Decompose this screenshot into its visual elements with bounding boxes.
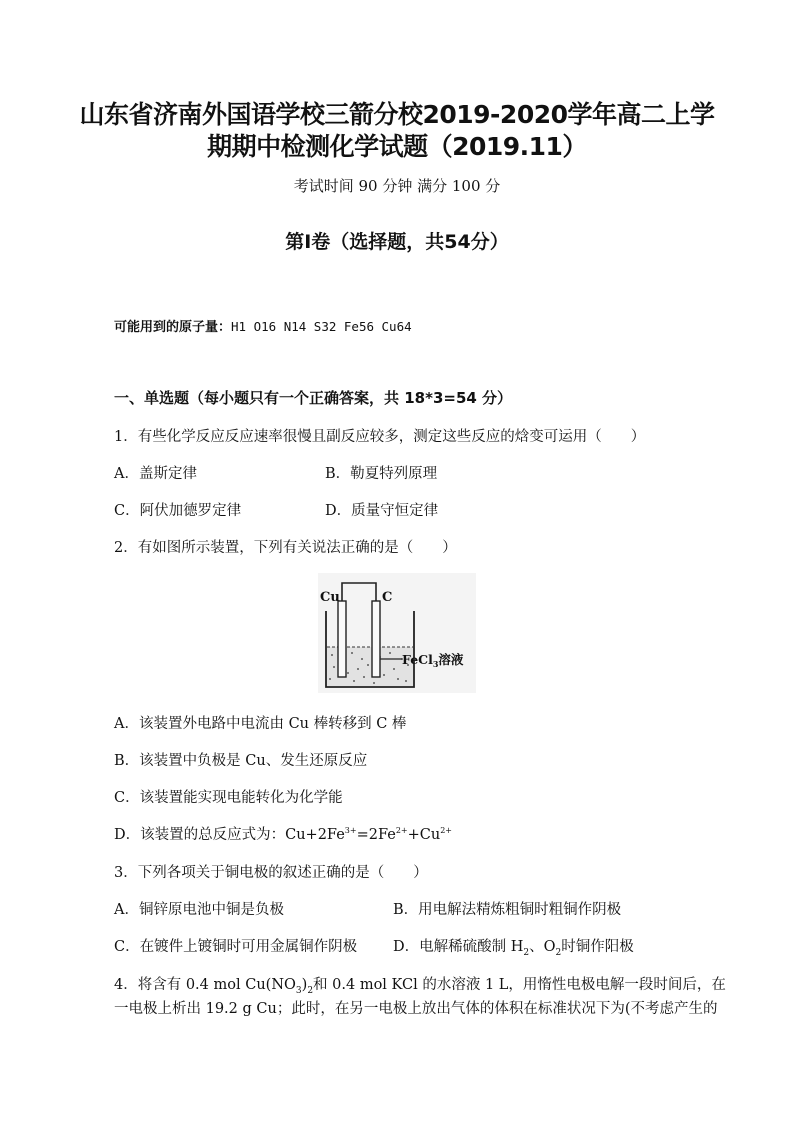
q4-l1-c: 和 0.4 mol KCl 的水溶液 1 L，用惰性电极电解一段时间后，在 — [313, 977, 726, 993]
q4-l1-sub1: 3 — [295, 985, 302, 996]
atomic-mass-values: H1 O16 N14 S32 Fe56 Cu64 — [231, 319, 412, 334]
apparatus-diagram — [318, 573, 476, 693]
copper-electrode — [338, 601, 346, 677]
q3-d-sub1: 2 — [523, 947, 530, 958]
q3-option-d — [393, 935, 634, 958]
q2-d-sup1: 3+ — [344, 826, 357, 836]
q2-d-text: D．该装置的总反应式为：Cu+2Fe — [114, 827, 345, 843]
q4-l1-b: ) — [301, 977, 308, 993]
q4-line-2: 一电极上析出 19.2 g Cu；此时，在另一电极上放出气体的体积在标准状况下为(不考虑产生的 — [114, 1001, 718, 1017]
atomic-mass-label: 可能用到的原子量： — [114, 320, 232, 335]
carbon-electrode — [372, 601, 380, 677]
q2-d-mid: =2Fe — [356, 827, 396, 843]
q3-d-pre: D．电解稀硫酸制 H — [393, 939, 524, 955]
q1-stem: 1．有些化学反应反应速率很慢且副反应较多，测定这些反应的焓变可运用（ ） — [114, 429, 646, 445]
part-title: 第Ⅰ卷（选择题，共54分） — [285, 231, 509, 253]
q1-option-a: A．盖斯定律 — [114, 466, 197, 482]
q4-l1-sub2: 2 — [307, 985, 314, 996]
solution-formula: FeCl — [402, 652, 433, 667]
solution-word: 溶液 — [438, 652, 464, 667]
q2-d-mid2: +Cu — [407, 827, 441, 843]
q2-option-d — [114, 823, 452, 844]
q4-line-1 — [114, 973, 726, 996]
title-line-2: 期期中检测化学试题（2019.11） — [207, 132, 587, 161]
q1-option-d: D．质量守恒定律 — [325, 503, 439, 519]
q3-option-b: B．用电解法精炼粗铜时粗铜作阴极 — [393, 902, 622, 918]
q2-d-sup2: 2+ — [395, 826, 408, 836]
q4-l1-a: 4．将含有 0.4 mol Cu(NO — [114, 977, 296, 993]
q2-option-b: B．该装置中负极是 Cu、发生还原反应 — [114, 753, 368, 769]
cu-electrode-label: Cu — [320, 590, 340, 605]
q1-option-b: B．勒夏特列原理 — [325, 466, 438, 482]
q3-option-a: A．铜锌原电池中铜是负极 — [114, 902, 284, 918]
electrolysis-apparatus-figure — [318, 573, 476, 693]
q3-d-post: 时铜作阳极 — [561, 939, 634, 955]
q2-option-c: C．该装置能实现电能转化为化学能 — [114, 790, 343, 806]
q3-d-sub2: 2 — [555, 947, 562, 958]
title-line-1: 山东省济南外国语学校三箭分校2019-2020学年高二上学 — [79, 100, 715, 129]
q2-stem: 2．有如图所示装置，下列有关说法正确的是（ ） — [114, 540, 457, 556]
q1-option-c: C．阿伏加德罗定律 — [114, 503, 242, 519]
section-title: 一、单选题（每小题只有一个正确答案，共 18*3=54 分） — [114, 389, 513, 407]
q2-option-a: A．该装置外电路中电流由 Cu 棒转移到 C 棒 — [114, 716, 407, 732]
c-electrode-label: C — [382, 590, 393, 605]
q3-stem: 3．下列各项关于铜电极的叙述正确的是（ ） — [114, 865, 428, 881]
atomic-mass-line — [114, 316, 412, 335]
q3-option-c: C．在镀件上镀铜时可用金属铜作阴极 — [114, 939, 358, 955]
q2-d-sup3: 2+ — [440, 826, 452, 836]
exam-info: 考试时间 90 分钟 满分 100 分 — [293, 177, 501, 195]
q3-d-mid: 、O — [529, 939, 556, 955]
solution-subscript: 3 — [432, 659, 439, 669]
